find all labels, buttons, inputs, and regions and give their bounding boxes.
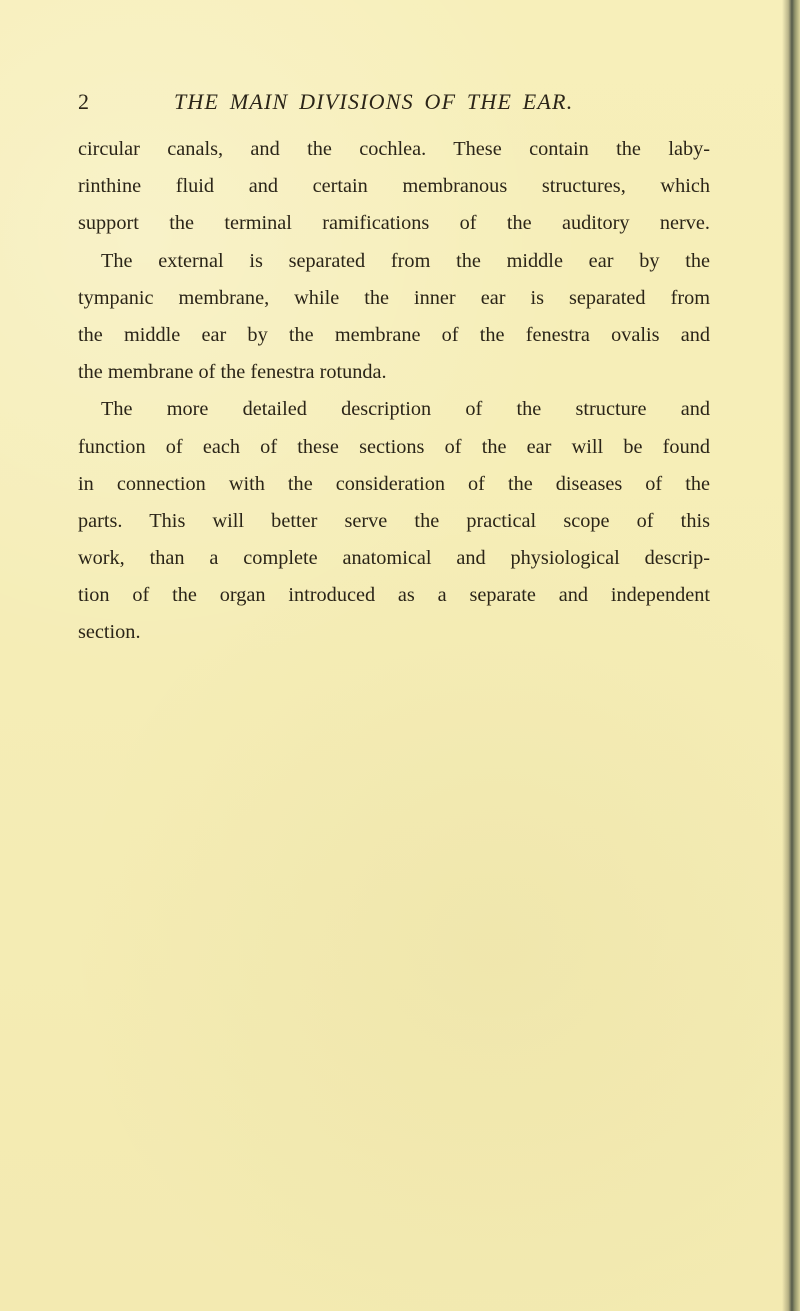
- text-line: tion of the organ introduced as a separate and independent: [78, 584, 710, 607]
- text-line: work, than a complete anatomical and physiological descrip-: [78, 547, 710, 570]
- text-line: The more detailed description of the structure and: [101, 398, 710, 421]
- text-line: rinthine fluid and certain membranous structures, which: [78, 175, 710, 198]
- text-line: in connection with the consideration of the diseases of the: [78, 472, 710, 495]
- text-line: function of each of these sections of the ear will be found: [78, 435, 710, 458]
- text-line: parts. This will better serve the practical scope of this: [78, 509, 710, 532]
- text-line: circular canals, and the cochlea. These contain the laby-: [78, 138, 710, 160]
- text-line: the middle ear by the membrane of the fenestra ovalis and: [78, 323, 710, 346]
- page-edge-shadow: [782, 0, 800, 1311]
- text-line: section.: [78, 621, 141, 644]
- body-text: [78, 131, 710, 652]
- running-title: THE MAIN DIVISIONS OF THE EAR.: [174, 89, 574, 114]
- text-line: the membrane of the fenestra rotunda.: [78, 361, 387, 384]
- page-header: [78, 87, 698, 117]
- text-line: support the terminal ramifications of the auditory nerve.: [78, 212, 710, 235]
- page-number: 2: [78, 89, 90, 114]
- text-line: tympanic membrane, while the inner ear is separated from: [78, 286, 710, 309]
- text-line: The external is separated from the middle ear by the: [101, 249, 710, 272]
